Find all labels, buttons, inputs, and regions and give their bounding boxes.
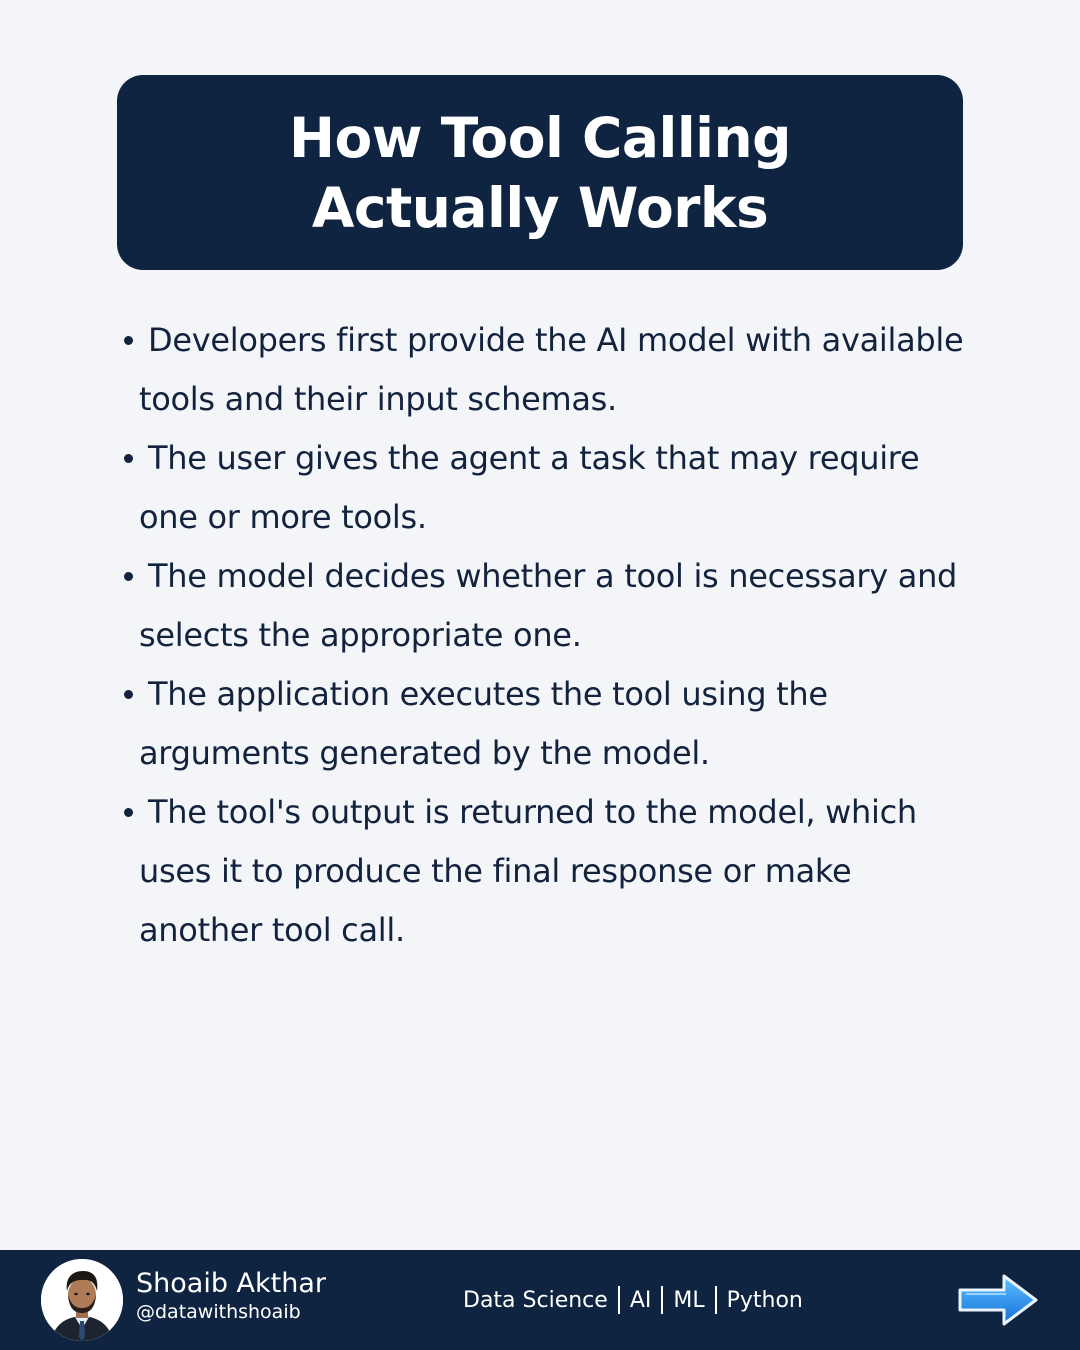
bullet-dot [124,336,133,345]
page-title: How Tool Calling Actually Works [288,105,792,240]
topic-python: Python [726,1287,803,1313]
bullet-item [124,547,974,665]
topic-divider [618,1286,620,1314]
avatar [41,1259,123,1341]
author-handle: @datawithshoaib [136,1301,301,1323]
bullet-dot [124,454,133,463]
topic-ml: ML [673,1287,705,1313]
profile-photo-icon [41,1259,123,1341]
title-card [117,75,963,270]
bullet-dot [124,808,133,817]
bullet-text: The tool's output is returned to the model, which uses it to produce the final response or make another tool call. [139,793,917,949]
footer-bar [0,1250,1080,1350]
bullet-dot [124,690,133,699]
topic-divider [661,1286,663,1314]
bullet-dot [124,572,133,581]
author-name: Shoaib Akthar [136,1268,326,1299]
topic-divider [715,1286,717,1314]
topic-tags [463,1282,803,1318]
bullet-item [124,783,974,960]
topic-ai: AI [629,1287,652,1313]
right-arrow-icon [956,1272,1040,1328]
bullet-text: The model decides whether a tool is necessary and selects the appropriate one. [139,557,958,654]
topic-data-science: Data Science [463,1287,608,1313]
bullet-item [124,311,974,429]
next-arrow-button[interactable] [956,1272,1040,1328]
bullet-text: The user gives the agent a task that may require one or more tools. [139,439,920,536]
bullet-text: Developers first provide the AI model with available tools and their input schemas. [139,321,964,418]
bullet-item [124,665,974,783]
bullet-text: The application executes the tool using the arguments generated by the model. [139,675,828,772]
bullet-item [124,429,974,547]
bullet-list [124,311,974,960]
